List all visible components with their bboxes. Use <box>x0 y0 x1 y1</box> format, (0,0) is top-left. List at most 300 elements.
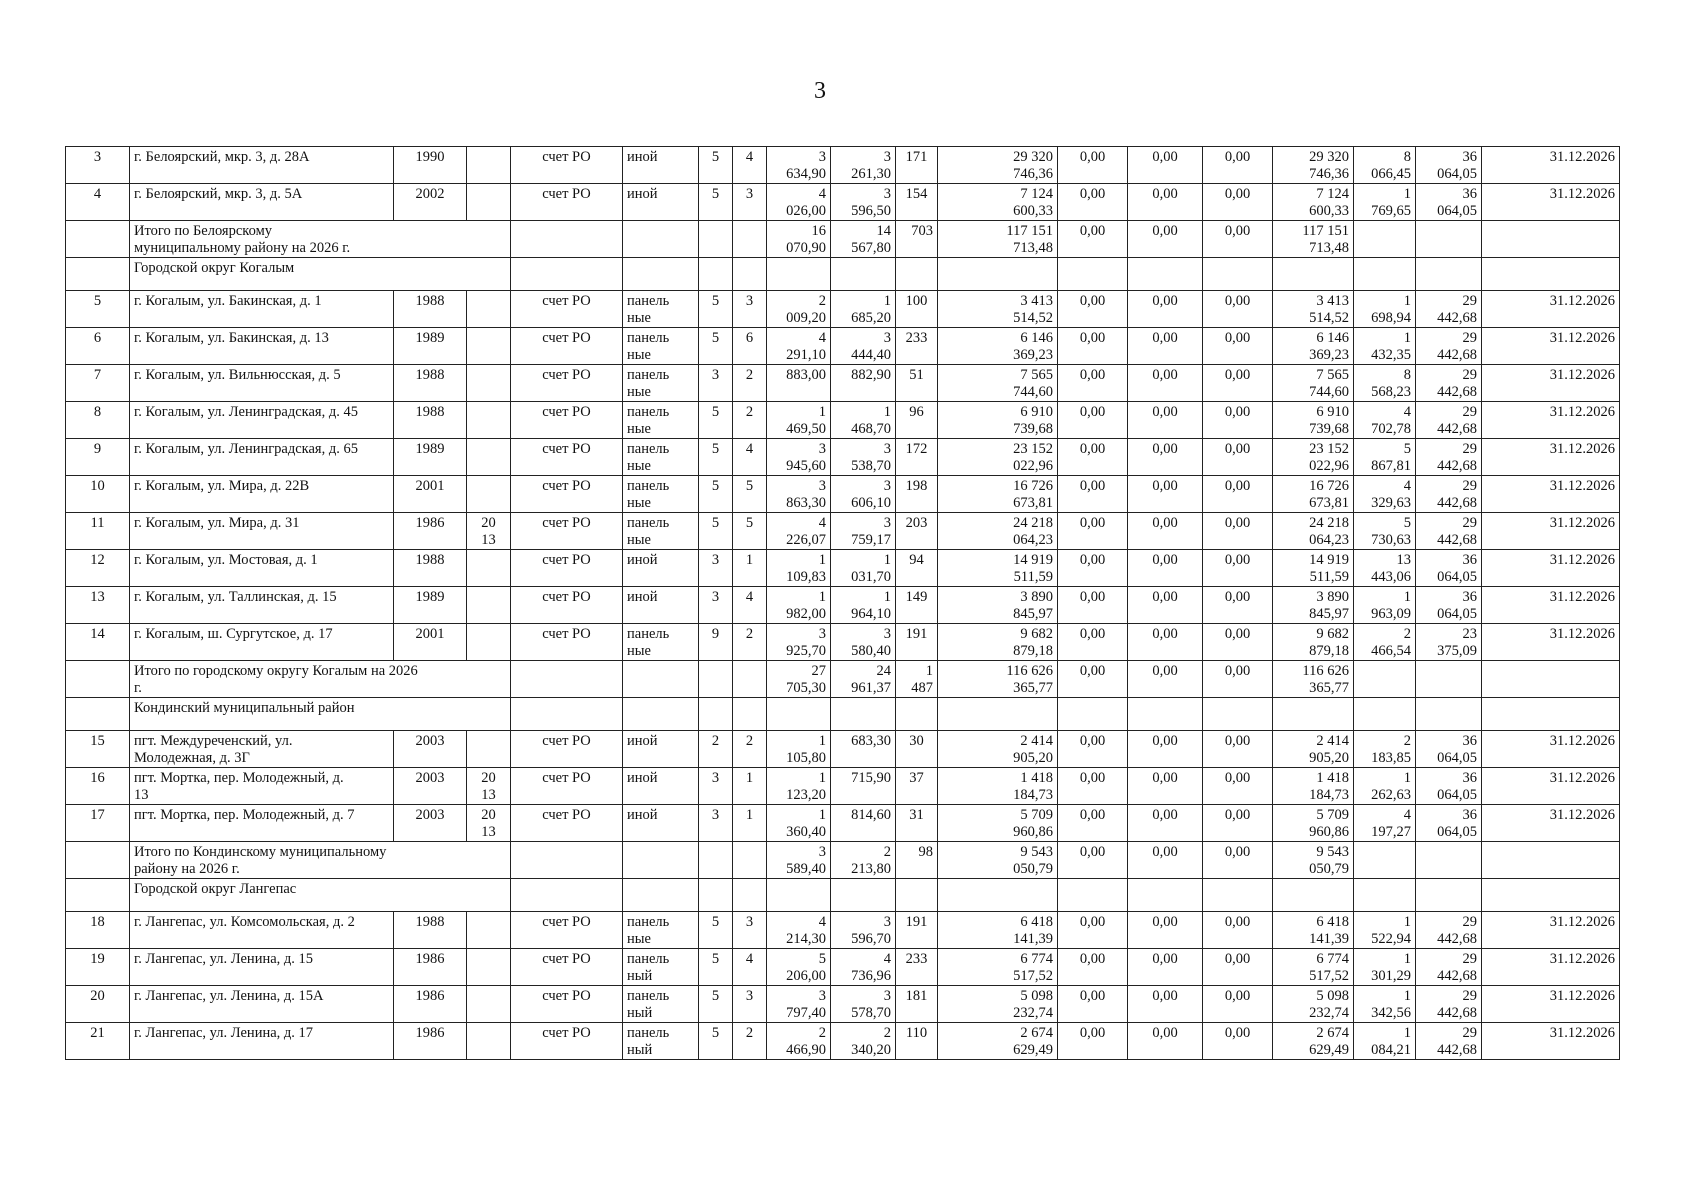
cell-budget1: 0,00 <box>1128 768 1203 805</box>
total-budget2: 0,00 <box>1203 661 1273 698</box>
cell-address: г. Когалым, ул. Мостовая, д. 1 <box>130 550 394 587</box>
cell-deadline: 31.12.2026 <box>1482 986 1620 1023</box>
cell-cost-total: 29 320 746,36 <box>938 147 1058 184</box>
table-row <box>66 587 1620 624</box>
cell-fund: 0,00 <box>1058 731 1128 768</box>
cell-area-living: 715,90 <box>831 768 896 805</box>
table-row <box>66 805 1620 842</box>
cell-floors <box>699 221 733 258</box>
cell-entr: 1 <box>733 550 767 587</box>
cell-limit-cost <box>1416 221 1482 258</box>
total-residents: 703 <box>896 221 938 258</box>
cell-repair <box>467 184 511 221</box>
cell-residents: 191 <box>896 912 938 949</box>
empty-cell <box>767 879 831 912</box>
cell-fund: 0,00 <box>1058 986 1128 1023</box>
cell-material: иной <box>623 587 699 624</box>
cell-area-total: 1 105,80 <box>767 731 831 768</box>
cell-material: панель ные <box>623 624 699 661</box>
cell-area-total: 3 634,90 <box>767 147 831 184</box>
empty-cell <box>1128 258 1203 291</box>
cell-year: 1988 <box>394 402 467 439</box>
cell-own: 6 774 517,52 <box>1273 949 1354 986</box>
cell-deadline: 31.12.2026 <box>1482 768 1620 805</box>
cell-n: 17 <box>66 805 130 842</box>
empty-cell <box>511 698 623 731</box>
cell-budget2: 0,00 <box>1203 402 1273 439</box>
cell-fund: 0,00 <box>1058 439 1128 476</box>
cell-year: 2003 <box>394 805 467 842</box>
cell-floors <box>699 842 733 879</box>
cell-address: г. Когалым, ул. Таллинская, д. 15 <box>130 587 394 624</box>
cell-deadline: 31.12.2026 <box>1482 476 1620 513</box>
table-row <box>66 147 1620 184</box>
total-label: Итого по городскому округу Когалым на 2026 г. <box>130 661 511 698</box>
cell-area-total: 2 466,90 <box>767 1023 831 1060</box>
total-fund: 0,00 <box>1058 842 1128 879</box>
cell-year: 1990 <box>394 147 467 184</box>
cell-unit-cost: 2 183,85 <box>1354 731 1416 768</box>
cell-deadline <box>1482 661 1620 698</box>
cell-deadline: 31.12.2026 <box>1482 402 1620 439</box>
cell-n: 16 <box>66 768 130 805</box>
cell-unit-cost: 1 963,09 <box>1354 587 1416 624</box>
cell-n: 15 <box>66 731 130 768</box>
cell-fund: 0,00 <box>1058 587 1128 624</box>
cell-budget1: 0,00 <box>1128 402 1203 439</box>
cell-budget2: 0,00 <box>1203 805 1273 842</box>
cell-account: счет РО <box>511 768 623 805</box>
cell-unit-cost: 1 301,29 <box>1354 949 1416 986</box>
cell-n: 7 <box>66 365 130 402</box>
cell-area-total: 1 360,40 <box>767 805 831 842</box>
cell-fund: 0,00 <box>1058 550 1128 587</box>
cell-entr <box>733 221 767 258</box>
cell-material: панель ные <box>623 402 699 439</box>
empty-cell <box>1416 879 1482 912</box>
cell-entr: 2 <box>733 1023 767 1060</box>
cell-cost-total: 6 774 517,52 <box>938 949 1058 986</box>
cell-budget2: 0,00 <box>1203 986 1273 1023</box>
cell-n: 6 <box>66 328 130 365</box>
cell-account: счет РО <box>511 587 623 624</box>
cell-floors: 5 <box>699 986 733 1023</box>
cell-n: 5 <box>66 291 130 328</box>
cell-material: панель ные <box>623 291 699 328</box>
total-area-living: 14 567,80 <box>831 221 896 258</box>
cell-repair <box>467 439 511 476</box>
table-row <box>66 550 1620 587</box>
cell-n: 14 <box>66 624 130 661</box>
cell-n: 21 <box>66 1023 130 1060</box>
cell-n: 12 <box>66 550 130 587</box>
cell-repair <box>467 550 511 587</box>
empty-cell <box>767 698 831 731</box>
table-row <box>66 986 1620 1023</box>
cell-unit-cost: 1 769,65 <box>1354 184 1416 221</box>
cell-fund: 0,00 <box>1058 949 1128 986</box>
cell-unit-cost: 8 568,23 <box>1354 365 1416 402</box>
cell-entr <box>733 842 767 879</box>
empty-cell <box>1128 879 1203 912</box>
cell-limit-cost <box>1416 661 1482 698</box>
cell-fund: 0,00 <box>1058 912 1128 949</box>
cell-own: 2 674 629,49 <box>1273 1023 1354 1060</box>
cell-cost-total: 6 418 141,39 <box>938 912 1058 949</box>
empty-cell <box>1128 698 1203 731</box>
cell-budget2: 0,00 <box>1203 550 1273 587</box>
total-cost-total: 9 543 050,79 <box>938 842 1058 879</box>
cell-account: счет РО <box>511 986 623 1023</box>
cell-budget1: 0,00 <box>1128 949 1203 986</box>
cell-fund: 0,00 <box>1058 365 1128 402</box>
cell-fund: 0,00 <box>1058 805 1128 842</box>
cell-residents: 110 <box>896 1023 938 1060</box>
cell-account: счет РО <box>511 184 623 221</box>
cell-limit-cost: 29 442,68 <box>1416 986 1482 1023</box>
cell-residents: 37 <box>896 768 938 805</box>
cell-floors: 5 <box>699 949 733 986</box>
cell-area-total: 1 469,50 <box>767 402 831 439</box>
cell-material: панель ные <box>623 328 699 365</box>
cell-year: 1989 <box>394 587 467 624</box>
cell-floors: 5 <box>699 291 733 328</box>
total-area-living: 2 213,80 <box>831 842 896 879</box>
cell-unit-cost: 8 066,45 <box>1354 147 1416 184</box>
cell-limit-cost: 29 442,68 <box>1416 476 1482 513</box>
cell-entr: 6 <box>733 328 767 365</box>
cell-material: панель ные <box>623 912 699 949</box>
cell-deadline: 31.12.2026 <box>1482 550 1620 587</box>
cell-floors: 5 <box>699 912 733 949</box>
total-own: 9 543 050,79 <box>1273 842 1354 879</box>
cell-area-living: 1 964,10 <box>831 587 896 624</box>
cell-unit-cost: 2 466,54 <box>1354 624 1416 661</box>
cell-material: панель ный <box>623 986 699 1023</box>
cell-own: 5 709 960,86 <box>1273 805 1354 842</box>
cell-address: г. Лангепас, ул. Комсомольская, д. 2 <box>130 912 394 949</box>
cell-area-living: 3 596,50 <box>831 184 896 221</box>
section-row <box>66 698 1620 731</box>
cell-n: 4 <box>66 184 130 221</box>
empty-cell <box>896 879 938 912</box>
cell-account: счет РО <box>511 147 623 184</box>
total-row <box>66 661 1620 698</box>
table-row <box>66 365 1620 402</box>
empty-cell <box>896 258 938 291</box>
total-budget2: 0,00 <box>1203 221 1273 258</box>
cell-fund: 0,00 <box>1058 147 1128 184</box>
total-row <box>66 221 1620 258</box>
total-residents: 98 <box>896 842 938 879</box>
empty-cell <box>1482 698 1620 731</box>
cell-residents: 94 <box>896 550 938 587</box>
cell-deadline: 31.12.2026 <box>1482 184 1620 221</box>
table-row <box>66 291 1620 328</box>
cell-year: 2001 <box>394 476 467 513</box>
cell-limit-cost: 23 375,09 <box>1416 624 1482 661</box>
cell-area-living: 683,30 <box>831 731 896 768</box>
cell-residents: 30 <box>896 731 938 768</box>
empty-cell <box>1482 258 1620 291</box>
cell-account: счет РО <box>511 1023 623 1060</box>
cell-material: иной <box>623 731 699 768</box>
cell-account: счет РО <box>511 949 623 986</box>
cell-account: счет РО <box>511 731 623 768</box>
total-cost-total: 116 626 365,77 <box>938 661 1058 698</box>
cell-cost-total: 14 919 511,59 <box>938 550 1058 587</box>
cell-deadline: 31.12.2026 <box>1482 805 1620 842</box>
cell-area-total: 4 214,30 <box>767 912 831 949</box>
cell-area-living: 3 759,17 <box>831 513 896 550</box>
cell-own: 6 146 369,23 <box>1273 328 1354 365</box>
cell-entr: 3 <box>733 912 767 949</box>
cell-deadline: 31.12.2026 <box>1482 365 1620 402</box>
total-fund: 0,00 <box>1058 221 1128 258</box>
total-area-total: 16 070,90 <box>767 221 831 258</box>
empty-cell <box>699 698 733 731</box>
total-budget1: 0,00 <box>1128 842 1203 879</box>
table-row <box>66 912 1620 949</box>
cell-budget2: 0,00 <box>1203 365 1273 402</box>
cell-address: г. Когалым, ул. Ленинградская, д. 45 <box>130 402 394 439</box>
cell-account: счет РО <box>511 513 623 550</box>
cell-residents: 198 <box>896 476 938 513</box>
cell-unit-cost: 4 702,78 <box>1354 402 1416 439</box>
empty-cell <box>733 258 767 291</box>
cell-area-living: 4 736,96 <box>831 949 896 986</box>
cell-residents: 233 <box>896 949 938 986</box>
cell-entr <box>733 661 767 698</box>
section-title: Кондинский муниципальный район <box>130 698 511 731</box>
cell-residents: 171 <box>896 147 938 184</box>
cell-budget1: 0,00 <box>1128 513 1203 550</box>
cell-repair <box>467 1023 511 1060</box>
cell-floors: 2 <box>699 731 733 768</box>
empty-cell <box>1273 698 1354 731</box>
cell-budget2: 0,00 <box>1203 439 1273 476</box>
cell-limit-cost: 29 442,68 <box>1416 328 1482 365</box>
cell-unit-cost: 4 329,63 <box>1354 476 1416 513</box>
empty-cell <box>1203 879 1273 912</box>
cell-floors: 3 <box>699 550 733 587</box>
cell-own: 7 565 744,60 <box>1273 365 1354 402</box>
empty-cell <box>623 258 699 291</box>
cell-own: 3 890 845,97 <box>1273 587 1354 624</box>
cell-entr: 2 <box>733 402 767 439</box>
cell-entr: 4 <box>733 147 767 184</box>
cell-material: иной <box>623 805 699 842</box>
cell-deadline: 31.12.2026 <box>1482 731 1620 768</box>
total-budget2: 0,00 <box>1203 842 1273 879</box>
cell-material: иной <box>623 550 699 587</box>
cell-year: 2002 <box>394 184 467 221</box>
empty-cell <box>767 258 831 291</box>
cell-repair <box>467 587 511 624</box>
cell-area-total: 1 123,20 <box>767 768 831 805</box>
cell-year: 1986 <box>394 1023 467 1060</box>
total-label: Итого по Белоярскому муниципальному району на 2026 г. <box>130 221 511 258</box>
cell-entr: 4 <box>733 587 767 624</box>
total-own: 117 151 713,48 <box>1273 221 1354 258</box>
cell-n: 19 <box>66 949 130 986</box>
cell-material: иной <box>623 768 699 805</box>
cell-year: 1988 <box>394 291 467 328</box>
cell-repair <box>467 912 511 949</box>
total-own: 116 626 365,77 <box>1273 661 1354 698</box>
cell-deadline: 31.12.2026 <box>1482 291 1620 328</box>
cell-fund: 0,00 <box>1058 402 1128 439</box>
cell-floors: 5 <box>699 513 733 550</box>
cell-cost-total: 5 098 232,74 <box>938 986 1058 1023</box>
cell-area-total: 3 863,30 <box>767 476 831 513</box>
table-row <box>66 476 1620 513</box>
cell-fund: 0,00 <box>1058 768 1128 805</box>
cell-residents: 154 <box>896 184 938 221</box>
cell-repair <box>467 328 511 365</box>
cell-n <box>66 842 130 879</box>
cell-fund: 0,00 <box>1058 1023 1128 1060</box>
cell-deadline <box>1482 221 1620 258</box>
total-row <box>66 842 1620 879</box>
cell-repair: 20 13 <box>467 768 511 805</box>
cell-n <box>66 258 130 291</box>
cell-entr: 2 <box>733 365 767 402</box>
cell-area-living: 3 261,30 <box>831 147 896 184</box>
cell-budget1: 0,00 <box>1128 476 1203 513</box>
cell-fund: 0,00 <box>1058 328 1128 365</box>
cell-material: иной <box>623 147 699 184</box>
total-residents: 1 487 <box>896 661 938 698</box>
cell-address: г. Лангепас, ул. Ленина, д. 17 <box>130 1023 394 1060</box>
cell-account <box>511 842 623 879</box>
empty-cell <box>1203 698 1273 731</box>
cell-entr: 3 <box>733 291 767 328</box>
cell-residents: 96 <box>896 402 938 439</box>
cell-cost-total: 6 910 739,68 <box>938 402 1058 439</box>
cell-limit-cost: 29 442,68 <box>1416 513 1482 550</box>
empty-cell <box>733 879 767 912</box>
cell-budget1: 0,00 <box>1128 291 1203 328</box>
cell-own: 6 418 141,39 <box>1273 912 1354 949</box>
cell-entr: 5 <box>733 513 767 550</box>
cell-area-total: 2 009,20 <box>767 291 831 328</box>
cell-area-total: 4 026,00 <box>767 184 831 221</box>
cell-entr: 3 <box>733 184 767 221</box>
cell-limit-cost: 36 064,05 <box>1416 587 1482 624</box>
cell-entr: 2 <box>733 624 767 661</box>
cell-floors: 3 <box>699 587 733 624</box>
cell-cost-total: 24 218 064,23 <box>938 513 1058 550</box>
cell-unit-cost: 1 432,35 <box>1354 328 1416 365</box>
cell-budget2: 0,00 <box>1203 328 1273 365</box>
cell-material <box>623 661 699 698</box>
cell-limit-cost: 29 442,68 <box>1416 912 1482 949</box>
cell-limit-cost: 36 064,05 <box>1416 147 1482 184</box>
cell-floors: 5 <box>699 439 733 476</box>
cell-year: 1988 <box>394 912 467 949</box>
cell-repair <box>467 731 511 768</box>
cell-limit-cost: 36 064,05 <box>1416 550 1482 587</box>
cell-own: 6 910 739,68 <box>1273 402 1354 439</box>
empty-cell <box>1354 879 1416 912</box>
cell-fund: 0,00 <box>1058 624 1128 661</box>
cell-address: пгт. Мортка, пер. Молодежный, д. 13 <box>130 768 394 805</box>
cell-floors: 5 <box>699 147 733 184</box>
cell-budget2: 0,00 <box>1203 624 1273 661</box>
cell-area-living: 814,60 <box>831 805 896 842</box>
cell-unit-cost <box>1354 842 1416 879</box>
table-row <box>66 439 1620 476</box>
cell-unit-cost: 1 084,21 <box>1354 1023 1416 1060</box>
cell-limit-cost: 29 442,68 <box>1416 1023 1482 1060</box>
cell-area-living: 3 578,70 <box>831 986 896 1023</box>
cell-budget2: 0,00 <box>1203 1023 1273 1060</box>
cell-budget1: 0,00 <box>1128 587 1203 624</box>
total-budget1: 0,00 <box>1128 661 1203 698</box>
cell-repair <box>467 365 511 402</box>
cell-unit-cost: 1 522,94 <box>1354 912 1416 949</box>
section-title: Городской округ Когалым <box>130 258 511 291</box>
empty-cell <box>1058 258 1128 291</box>
cell-address: г. Когалым, ул. Бакинская, д. 1 <box>130 291 394 328</box>
section-row <box>66 879 1620 912</box>
cell-floors <box>699 661 733 698</box>
cell-account: счет РО <box>511 805 623 842</box>
cell-budget1: 0,00 <box>1128 986 1203 1023</box>
cell-area-living: 3 596,70 <box>831 912 896 949</box>
cell-fund: 0,00 <box>1058 184 1128 221</box>
cell-address: г. Когалым, ул. Мира, д. 31 <box>130 513 394 550</box>
cell-residents: 181 <box>896 986 938 1023</box>
cell-deadline: 31.12.2026 <box>1482 513 1620 550</box>
cell-n <box>66 698 130 731</box>
total-area-total: 27 705,30 <box>767 661 831 698</box>
table-row <box>66 949 1620 986</box>
cell-deadline: 31.12.2026 <box>1482 949 1620 986</box>
empty-cell <box>1416 698 1482 731</box>
section-title: Городской округ Лангепас <box>130 879 511 912</box>
cell-deadline: 31.12.2026 <box>1482 587 1620 624</box>
cell-budget1: 0,00 <box>1128 550 1203 587</box>
cell-floors: 9 <box>699 624 733 661</box>
cell-n <box>66 661 130 698</box>
cell-deadline: 31.12.2026 <box>1482 624 1620 661</box>
empty-cell <box>831 258 896 291</box>
cell-year: 1989 <box>394 439 467 476</box>
cell-n: 9 <box>66 439 130 476</box>
empty-cell <box>1482 879 1620 912</box>
cell-address: пгт. Мортка, пер. Молодежный, д. 7 <box>130 805 394 842</box>
cell-deadline: 31.12.2026 <box>1482 439 1620 476</box>
cell-account: счет РО <box>511 439 623 476</box>
cell-budget2: 0,00 <box>1203 912 1273 949</box>
cell-cost-total: 3 413 514,52 <box>938 291 1058 328</box>
cell-address: г. Белоярский, мкр. 3, д. 5А <box>130 184 394 221</box>
cell-floors: 3 <box>699 365 733 402</box>
cell-unit-cost: 13 443,06 <box>1354 550 1416 587</box>
cell-repair <box>467 476 511 513</box>
cell-limit-cost: 29 442,68 <box>1416 439 1482 476</box>
cell-budget2: 0,00 <box>1203 476 1273 513</box>
cell-budget2: 0,00 <box>1203 184 1273 221</box>
cell-deadline <box>1482 842 1620 879</box>
cell-unit-cost: 4 197,27 <box>1354 805 1416 842</box>
cell-cost-total: 7 124 600,33 <box>938 184 1058 221</box>
cell-limit-cost: 36 064,05 <box>1416 768 1482 805</box>
cell-area-total: 4 226,07 <box>767 513 831 550</box>
empty-cell <box>733 698 767 731</box>
